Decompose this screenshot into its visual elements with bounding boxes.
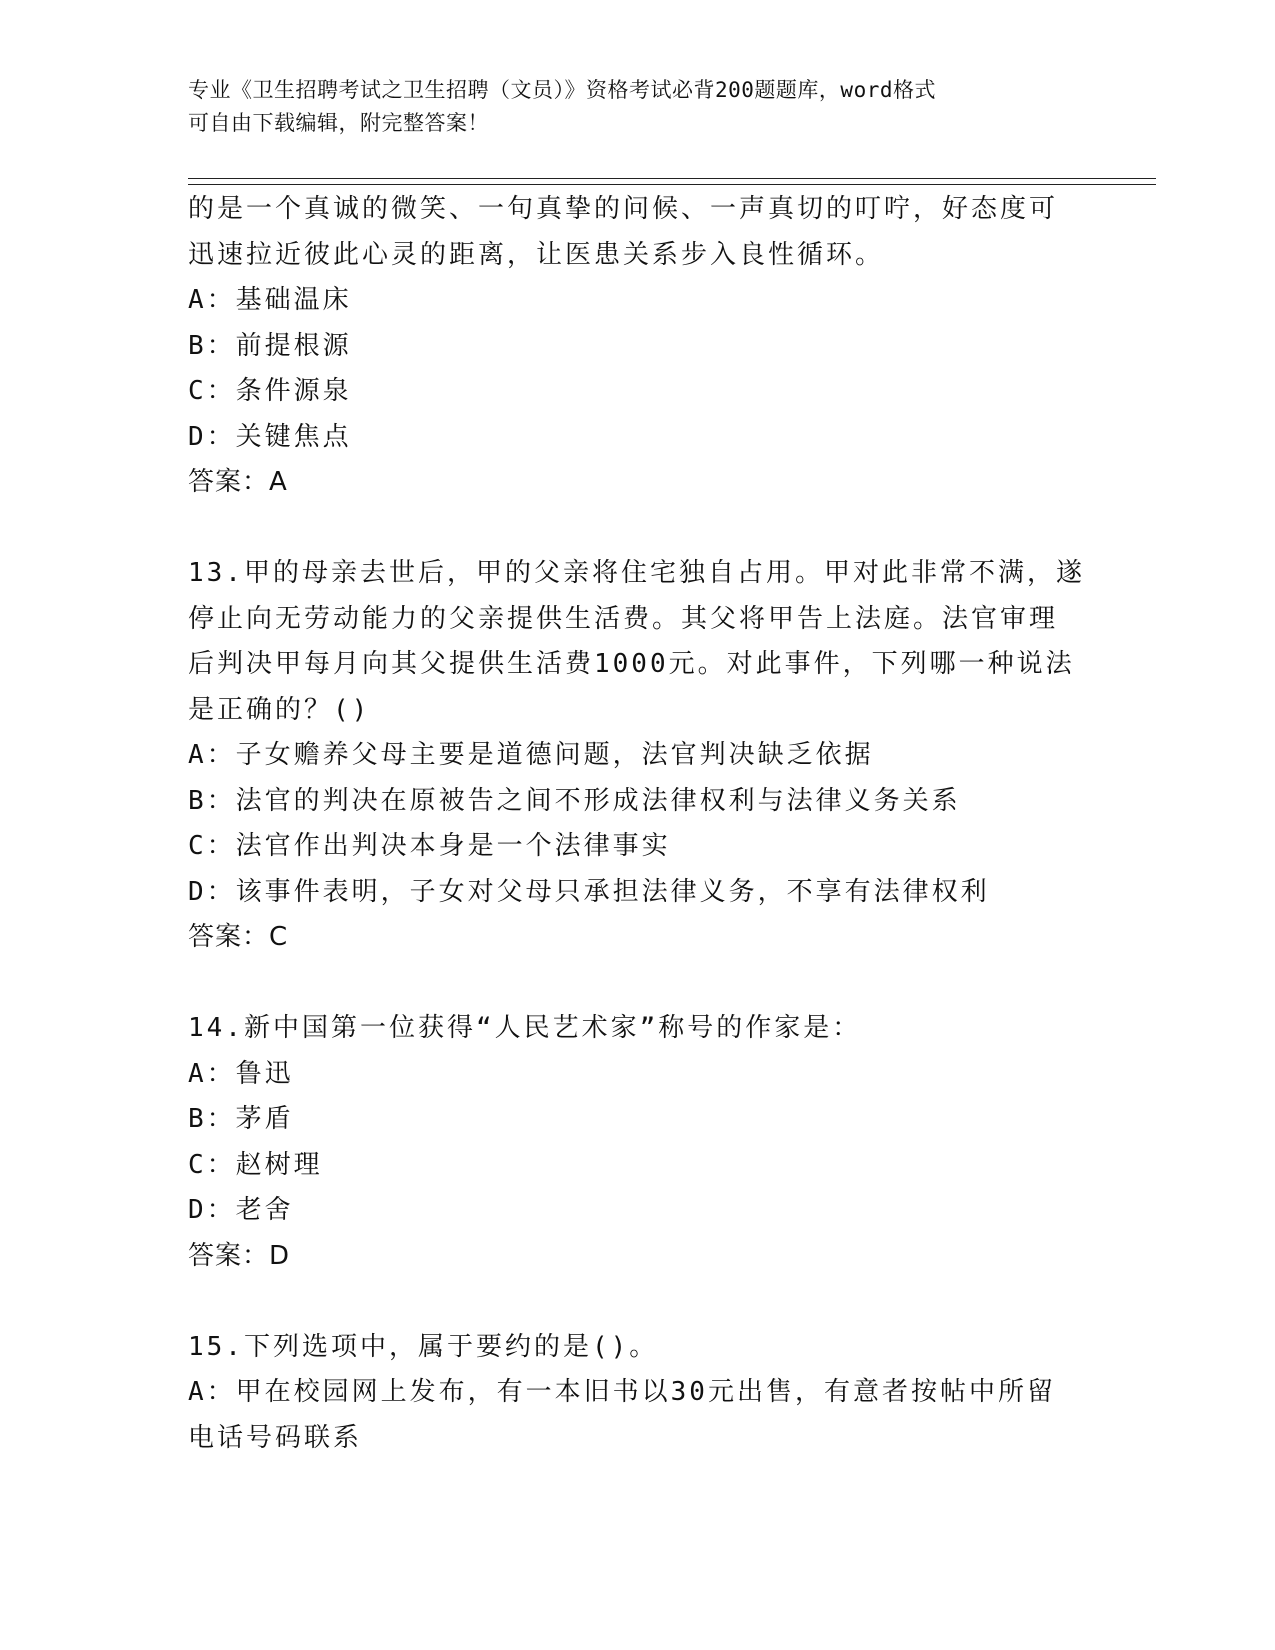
- question-14-option-d: D：老舍: [188, 1195, 294, 1225]
- question-13-option-c: C：法官作出判决本身是一个法律事实: [188, 831, 671, 861]
- header-title-line-2: 可自由下载编辑，附完整答案！: [188, 111, 489, 135]
- question-14-answer: 答案：D: [188, 1240, 291, 1271]
- question-12-option-b: B：前提根源: [188, 330, 352, 361]
- question-15-option-a: A：甲在校园网上发布，有一本旧书以30元出售，有意者按帖中所留: [188, 1377, 1056, 1407]
- question-12-answer: 答案：A: [188, 467, 288, 497]
- question-14-stem-line: 14.新中国第一位获得“人民艺术家”称号的作家是：: [188, 1013, 862, 1043]
- question-12-stem-line: 的是一个真诚的微笑、一句真挚的问候、一声真切的叮咛，好态度可: [188, 194, 1059, 224]
- question-12-option-d: D：关键焦点: [188, 421, 352, 452]
- question-13-option-a: A：子女赡养父母主要是道德问题，法官判决缺乏依据: [188, 740, 874, 770]
- question-12: [188, 187, 1088, 506]
- question-12-stem-line: 迅速拉近彼此心灵的距离，让医患关系步入良性循环。: [188, 239, 885, 270]
- question-12-option-c: C：条件源泉: [188, 376, 352, 406]
- header-divider: [188, 178, 1156, 185]
- header-title-line-1: 专业《卫生招聘考试之卫生招聘（文员）》资格考试必背200题题库，word格式: [188, 78, 936, 102]
- document-header: [188, 74, 1068, 140]
- question-14-option-a: A：鲁迅: [188, 1058, 294, 1089]
- question-spacer: [188, 1279, 1088, 1325]
- question-15: [188, 1325, 1088, 1462]
- question-15-option-a-continued: 电话号码联系: [188, 1422, 363, 1453]
- question-13-option-d: D：该事件表明，子女对父母只承担法律义务，不享有法律权利: [188, 876, 990, 907]
- question-13-stem-line: 后判决甲每月向其父提供生活费1000元。对此事件，下列哪一种说法: [188, 649, 1075, 679]
- question-13-option-b: B：法官的判决在原被告之间不形成法律权利与法律义务关系: [188, 785, 961, 816]
- question-content: [188, 187, 1088, 1461]
- question-14: [188, 1006, 1088, 1279]
- question-spacer: [188, 506, 1088, 552]
- question-spacer: [188, 961, 1088, 1007]
- question-14-option-b: B：茅盾: [188, 1104, 294, 1134]
- question-13: [188, 551, 1088, 961]
- question-13-stem-line: 13.甲的母亲去世后，甲的父亲将住宅独自占用。甲对此非常不满，遂: [188, 558, 1085, 588]
- question-13-answer: 答案：C: [188, 922, 289, 952]
- question-15-stem-line: 15.下列选项中，属于要约的是()。: [188, 1331, 659, 1362]
- question-13-stem-line: 停止向无劳动能力的父亲提供生活费。其父将甲告上法庭。法官审理: [188, 603, 1059, 634]
- question-13-stem-line: 是正确的？(): [188, 694, 371, 725]
- question-14-option-c: C：赵树理: [188, 1149, 323, 1180]
- question-12-option-a: A：基础温床: [188, 285, 352, 315]
